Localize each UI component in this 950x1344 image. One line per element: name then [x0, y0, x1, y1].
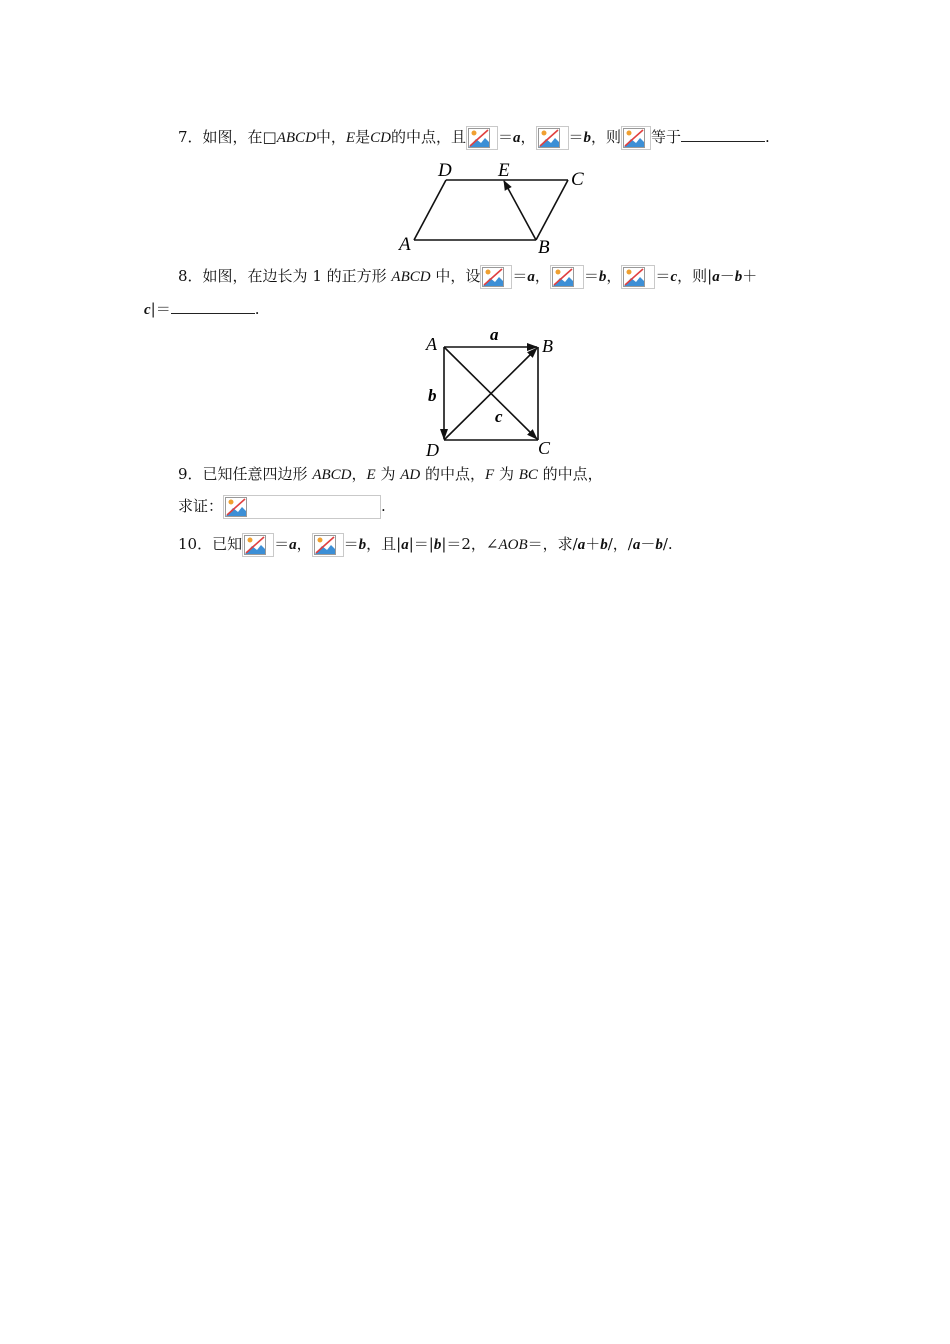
answer-blank[interactable] [171, 298, 255, 314]
label-a: A [399, 234, 411, 255]
side-ad [414, 180, 446, 240]
parallelogram-figure [396, 158, 596, 256]
broken-image-icon [536, 126, 569, 150]
label-A: A [426, 334, 437, 354]
label-c: C [571, 169, 584, 190]
label-e: E [498, 160, 510, 181]
broken-image-icon [480, 265, 512, 289]
question-number: 10． [178, 535, 213, 553]
question-7: 7．如图，在□ABCD中，E是CD的中点，且 ＝a， ＝b，则 等于 . [178, 126, 770, 150]
question-number: 8． [178, 267, 203, 285]
question-9-prove: 求证： . [178, 495, 386, 519]
broken-image-icon [466, 126, 498, 150]
broken-image-icon [621, 265, 655, 289]
broken-image-icon [242, 533, 274, 557]
question-number: 9． [178, 465, 203, 483]
label-D: D [426, 440, 439, 460]
question-8-continued: c|＝ . [144, 300, 260, 318]
broken-image-icon [621, 126, 651, 150]
question-10: 10．已知 ＝a， ＝b，且|a|＝|b|＝2，∠AOB＝，求/a＋b/，/a－b/. [178, 533, 673, 557]
broken-image-icon [312, 533, 344, 557]
broken-image-icon [223, 495, 381, 519]
broken-image-icon [550, 265, 584, 289]
label-b: b [428, 386, 437, 405]
label-C: C [538, 438, 551, 458]
square-figure [422, 326, 562, 460]
label-b: B [538, 237, 550, 256]
label-a: a [490, 326, 499, 344]
label-d: D [438, 160, 452, 181]
label-B: B [542, 336, 553, 356]
answer-blank[interactable] [681, 126, 765, 142]
label-c: c [495, 407, 503, 426]
question-9: 9．已知任意四边形 ABCD，E 为 AD 的中点，F 为 BC 的中点， [178, 465, 603, 483]
side-bc [536, 180, 568, 240]
question-8: 8．如图，在边长为 1 的正方形 ABCD 中，设 ＝a， ＝b， ＝c，则|a－b＋ [178, 265, 757, 289]
question-number: 7． [178, 128, 203, 146]
vector-be [504, 181, 536, 240]
